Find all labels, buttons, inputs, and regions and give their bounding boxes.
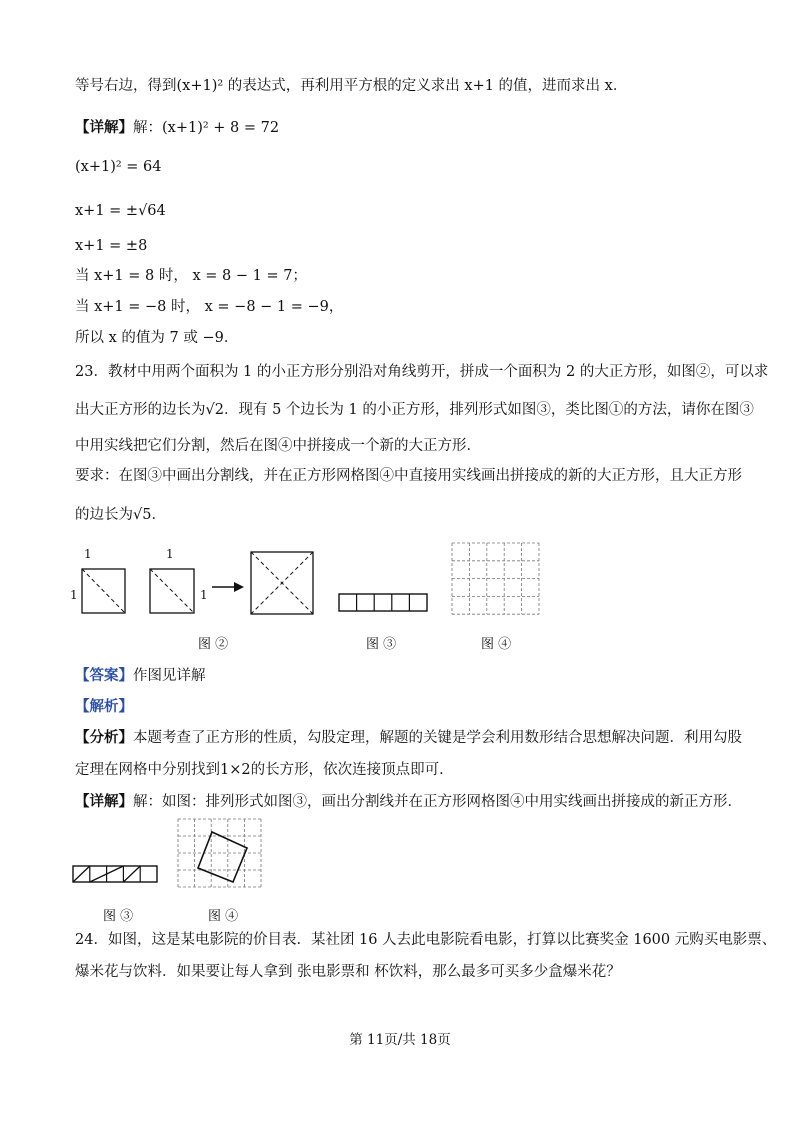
figure-3	[338, 592, 430, 614]
arrow-head-icon	[234, 582, 244, 592]
solution-figure-4	[177, 818, 263, 890]
q24-line: 24．如图，这是某电影院的价目表．某社团 16 人去此电影院看电影，打算以比赛奖金 1600 元购买电影票、	[75, 932, 777, 948]
q23-line: 要求：在图③中画出分割线，并在正方形网格图④中直接用实线画出拼接成的新的大正方形，且大正方形	[75, 468, 742, 484]
side-label: 1	[70, 588, 78, 602]
page-footer: 第 11页/共 18页	[349, 1032, 451, 1048]
fenxi-line	[75, 728, 742, 748]
side-label: 1	[200, 588, 208, 602]
prev-detail-line	[75, 118, 279, 138]
detail-equation: 解：(x+1)² + 8 = 72	[133, 120, 280, 136]
diagonal-cut	[82, 569, 125, 613]
analysis-tag: 【解析】	[75, 698, 133, 715]
answer-line	[75, 666, 206, 686]
q23-line: 出大正方形的边长为√2．现有 5 个边长为 1 的小正方形，排列形式如图③，类比图①的方法，请你在图③	[75, 402, 754, 418]
answer-tag: 【答案】	[75, 667, 133, 684]
figure-2	[70, 545, 320, 620]
detail-tag: 【详解】	[75, 793, 133, 810]
figure-4-grid	[451, 542, 541, 617]
strip-outline	[73, 866, 157, 882]
step-line: 所以 x 的值为 7 或 −9．	[75, 330, 239, 346]
diagonal-cut	[251, 552, 313, 614]
step-line: x+1 = ±√64	[75, 203, 166, 219]
step-line: 当 x+1 = 8 时， x = 8 − 1 = 7；	[75, 268, 307, 284]
fenxi-tag: 【分析】	[75, 729, 133, 746]
fig3-caption: 图 ③	[366, 637, 397, 652]
step-line: 当 x+1 = −8 时， x = −8 − 1 = −9，	[75, 299, 344, 315]
fenxi-text: 本题考查了正方形的性质，勾股定理，解题的关键是学会利用数形结合思想解决问题．利用勾股	[133, 730, 742, 746]
strip-outline	[339, 594, 427, 611]
side-label: 1	[84, 547, 92, 561]
q24-line: 爆米花与饮料．如果要让每人拿到 张电影票和 杯饮料，那么最多可买多少盒爆米花？	[75, 964, 621, 980]
step-line: x+1 = ±8	[75, 238, 148, 254]
fenxi-line: 定理在网格中分别找到1×2的长方形，依次连接顶点即可．	[75, 762, 454, 778]
intro-line: 等号右边，得到(x+1)² 的表达式，再利用平方根的定义求出 x+1 的值，进而求出 x．	[75, 78, 628, 94]
q23-line: 中用实线把它们分割，然后在图④中拼接成一个新的大正方形．	[75, 438, 481, 454]
cut-line	[73, 866, 90, 882]
detail-tag: 【详解】	[75, 119, 133, 136]
detail-line	[75, 792, 742, 812]
sol-fig3-caption: 图 ③	[103, 909, 134, 924]
step-line: (x+1)² = 64	[75, 159, 162, 175]
detail-text: 解：如图：排列形式如图③，画出分割线并在正方形网格图④中用实线画出拼接成的新正方形．	[133, 794, 742, 810]
cut-line	[123, 866, 140, 882]
sol-fig4-caption: 图 ④	[208, 909, 239, 924]
fig2-caption: 图 ②	[198, 637, 229, 652]
side-label: 1	[166, 547, 174, 561]
solution-figure-3	[72, 864, 160, 886]
diagonal-cut	[150, 569, 194, 613]
answer-text: 作图见详解	[133, 668, 206, 684]
fig4-caption: 图 ④	[481, 637, 512, 652]
new-square	[198, 832, 247, 882]
q23-line: 的边长为√5．	[75, 507, 166, 523]
q23-line: 23．教材中用两个面积为 1 的小正方形分别沿对角线剪开，拼成一个面积为 2 的大正方形，如图②，可以求	[75, 364, 769, 380]
